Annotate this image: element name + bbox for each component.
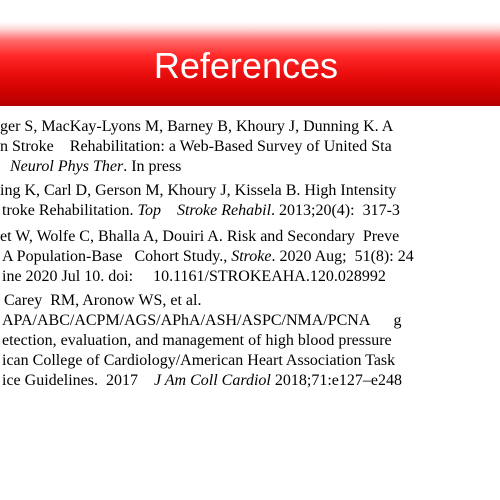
- reference-text-italic: J Am Coll Cardiol: [153, 372, 271, 389]
- reference-1-line-2: [0, 138, 392, 156]
- reference-text: A Population-Base Cohort Study.,: [2, 248, 232, 265]
- reference-3-line-3: [2, 268, 386, 286]
- reference-text: . 2020 Aug; 51(8): 24: [271, 248, 414, 265]
- reference-text-italic: Neurol Phys Ther: [10, 158, 124, 175]
- reference-3-line-1: [0, 228, 399, 246]
- reference-text: 2018;71:e127–e248: [270, 372, 402, 389]
- reference-text: etection, evaluation, and management of high blood pressure: [2, 332, 392, 349]
- reference-3-line-2: [2, 248, 414, 266]
- reference-4-line-3: [2, 332, 392, 350]
- reference-text: ing K, Carl D, Gerson M, Khoury J, Kissela B. High Intensity: [0, 182, 397, 199]
- reference-4-line-4: [2, 352, 395, 370]
- reference-4-line-1: [4, 292, 201, 310]
- reference-text: ican College of Cardiology/American Heart Association Task: [2, 352, 396, 369]
- references-list: [0, 118, 500, 408]
- reference-text: ger S, MacKay-Lyons M, Barney B, Khoury J, Dunning K. A: [0, 118, 394, 135]
- reference-2-line-1: [0, 182, 396, 200]
- reference-text: . 2013;20(4): 317-3: [271, 202, 400, 219]
- reference-text: et W, Wolfe C, Bhalla A, Douiri A. Risk and Secondary Preve: [0, 228, 400, 245]
- slide-title: References: [153, 45, 338, 86]
- reference-text: n Stroke Rehabilitation: a Web-Based Survey of United Sta: [0, 138, 392, 155]
- reference-text: APA/ABC/ACPM/AGS/APhA/ASH/ASPC/NMA/PCNA g: [2, 312, 402, 329]
- reference-text: ine 2020 Jul 10. doi: 10.1161/STROKEAHA.120.028992: [2, 268, 386, 285]
- reference-1-line-1: [0, 118, 393, 136]
- reference-4-line-2: [2, 312, 402, 330]
- reference-text-italic: Top Stroke Rehabil: [137, 202, 272, 219]
- reference-text: Carey RM, Aronow WS, et al.: [4, 292, 202, 309]
- reference-text: troke Rehabilitation.: [2, 202, 138, 219]
- reference-2-line-2: [2, 202, 400, 220]
- reference-4-line-5: [2, 372, 402, 390]
- reference-text: . In press: [123, 158, 182, 175]
- reference-text: ice Guidelines. 2017: [2, 372, 154, 389]
- reference-text-italic: Stroke: [231, 248, 272, 265]
- reference-1-line-3: [10, 158, 181, 176]
